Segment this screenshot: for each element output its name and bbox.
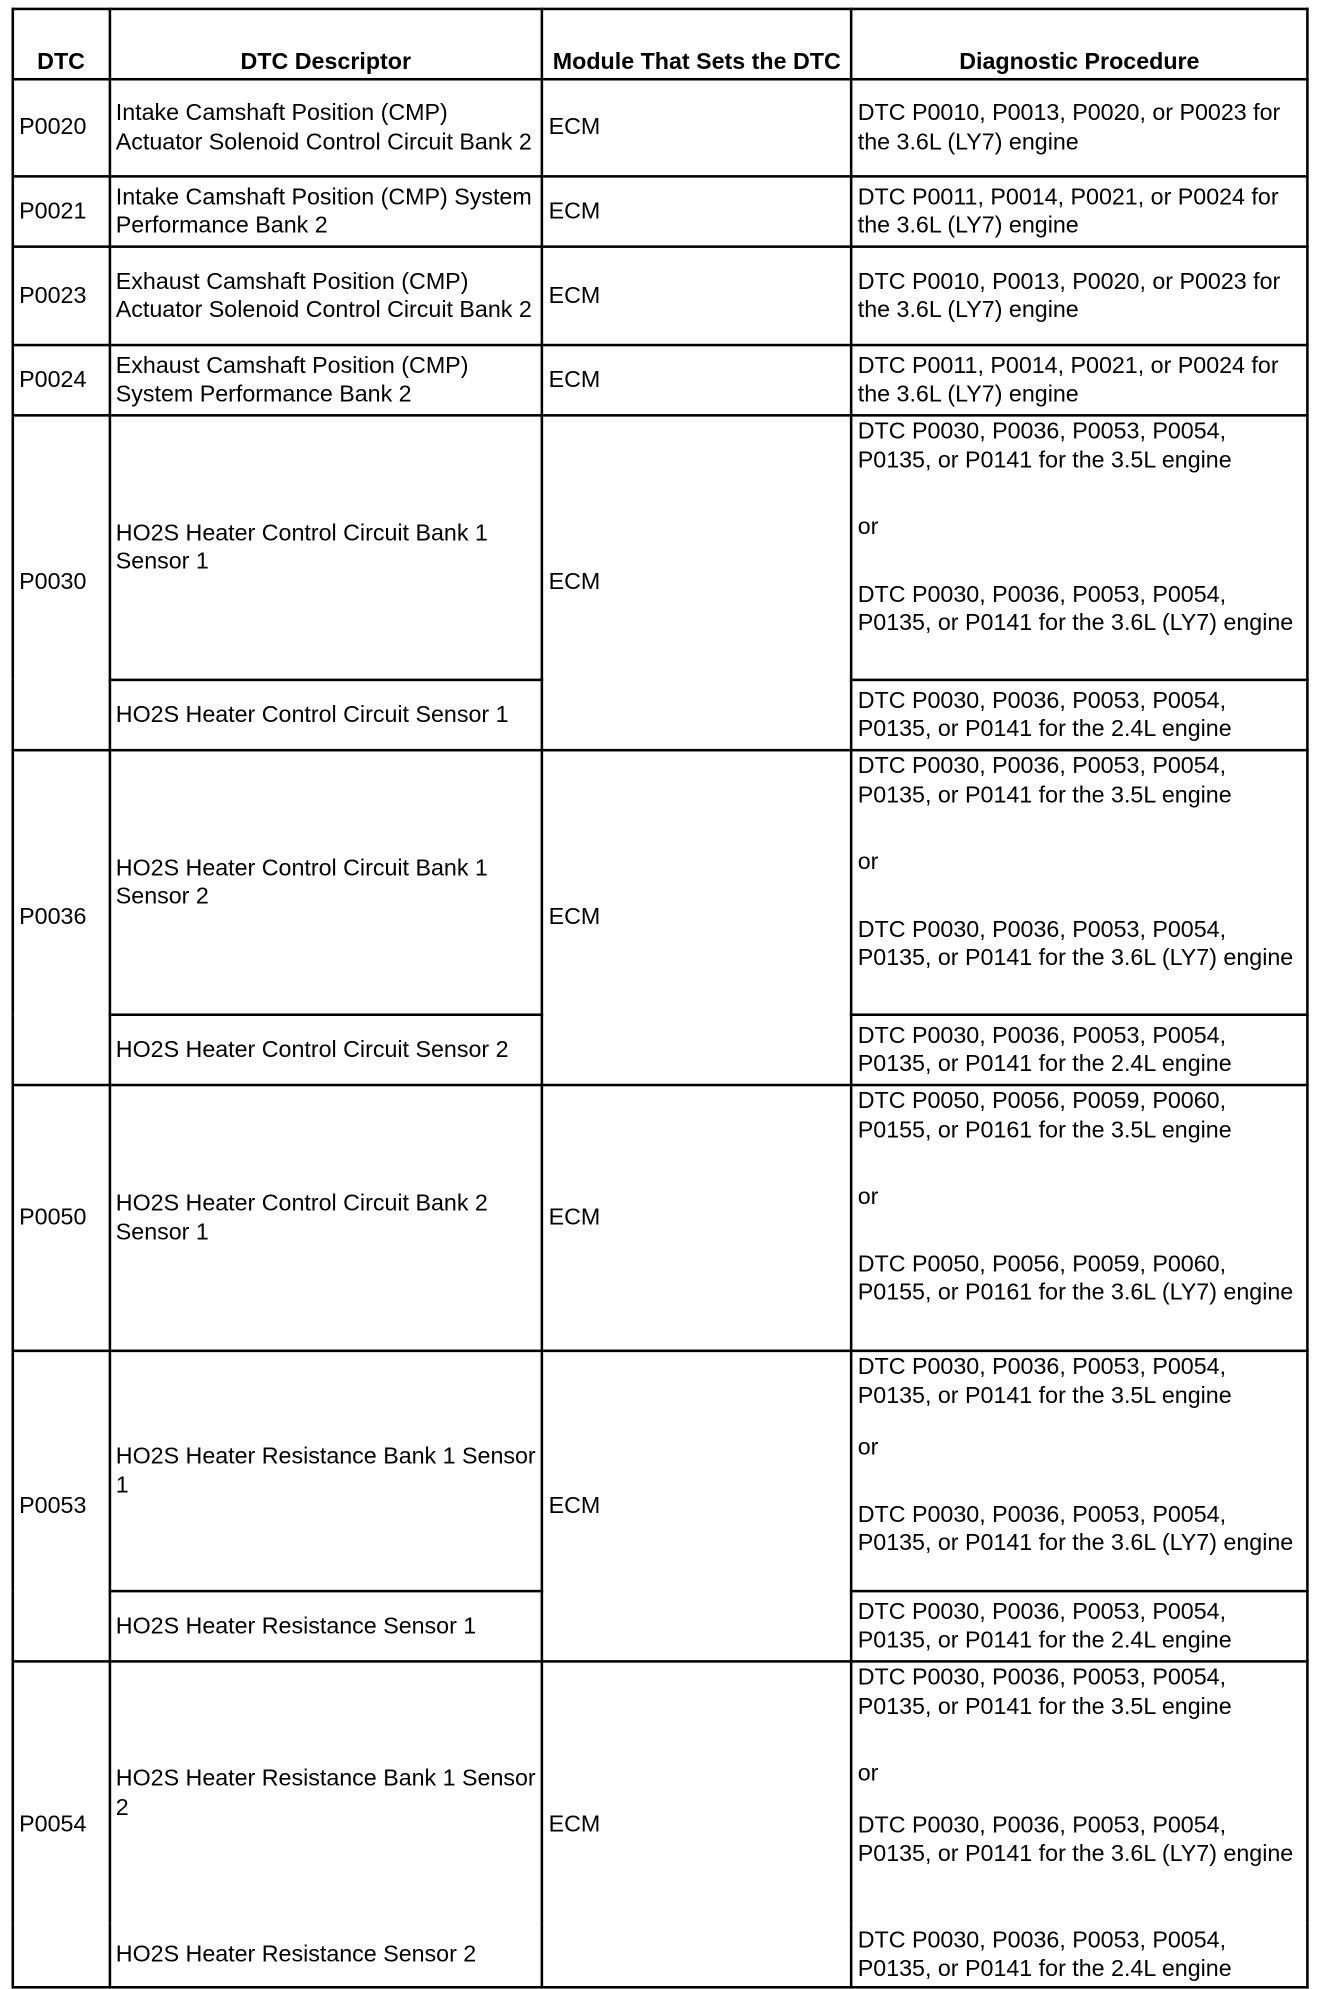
dtc-code: P0053 <box>13 1351 110 1662</box>
procedure-line: DTC P0030, P0036, P0053, P0054, P0135, or P0141 for the 3.5L engine <box>857 752 1232 808</box>
procedure-line: DTC P0030, P0036, P0053, P0054, P0135, or P0141 for the 3.6L (LY7) engine <box>857 1501 1294 1556</box>
dtc-descriptor: HO2S Heater Resistance Bank 1 Sensor 2 <box>109 1661 542 1923</box>
table-row <box>13 1661 1308 1923</box>
procedure-or: or <box>857 1183 879 1209</box>
diagnostic-procedure: DTC P0010, P0013, P0020, or P0023 for the 3.6L (LY7) engine <box>851 79 1307 176</box>
procedure-or: or <box>857 848 879 875</box>
table-row <box>13 1085 1308 1351</box>
procedure-line: DTC P0030, P0036, P0053, P0054, P0135, or P0141 for the 3.6L (LY7) engine <box>857 915 1294 971</box>
diagnostic-procedure: DTC P0030, P0036, P0053, P0054, P0135, or P0141 for the 2.4L engine <box>851 1015 1307 1085</box>
table-row <box>13 415 1308 680</box>
dtc-descriptor: HO2S Heater Resistance Sensor 2 <box>109 1923 542 1987</box>
diagnostic-procedure <box>851 1085 1307 1351</box>
procedure-line: DTC P0050, P0056, P0059, P0060, P0155, or P0161 for the 3.5L engine <box>857 1087 1232 1142</box>
dtc-descriptor: HO2S Heater Resistance Sensor 1 <box>109 1591 542 1661</box>
dtc-descriptor: Intake Camshaft Position (CMP) System Performance Bank 2 <box>109 176 542 246</box>
module-name: ECM <box>542 415 851 750</box>
diagnostic-procedure: DTC P0010, P0013, P0020, or P0023 for the 3.6L (LY7) engine <box>851 247 1307 345</box>
module-name: ECM <box>542 345 851 415</box>
diagnostic-procedure <box>851 1351 1307 1591</box>
header-module: Module That Sets the DTC <box>542 9 851 79</box>
dtc-descriptor: HO2S Heater Control Circuit Bank 2 Sensor 1 <box>109 1085 542 1351</box>
dtc-code: P0021 <box>13 176 110 246</box>
procedure-line: DTC P0030, P0036, P0053, P0054, P0135, or P0141 for the 3.5L engine <box>857 417 1232 473</box>
module-name: ECM <box>542 79 851 176</box>
dtc-code: P0020 <box>13 79 110 176</box>
diagnostic-procedure <box>851 1661 1307 1923</box>
procedure-line: DTC P0050, P0056, P0059, P0060, P0155, or P0161 for the 3.6L (LY7) engine <box>857 1250 1294 1305</box>
header-row <box>13 9 1308 79</box>
diagnostic-procedure: DTC P0030, P0036, P0053, P0054, P0135, or P0141 for the 2.4L engine <box>851 680 1307 750</box>
table-row <box>13 345 1308 415</box>
dtc-descriptor: Exhaust Camshaft Position (CMP) System Performance Bank 2 <box>109 345 542 415</box>
dtc-descriptor: Intake Camshaft Position (CMP) Actuator Solenoid Control Circuit Bank 2 <box>109 79 542 176</box>
diagnostic-procedure <box>851 415 1307 680</box>
procedure-or: or <box>857 1759 879 1786</box>
module-name: ECM <box>542 1085 851 1351</box>
dtc-code: P0024 <box>13 345 110 415</box>
dtc-code: P0023 <box>13 247 110 345</box>
procedure-line: DTC P0030, P0036, P0053, P0054, P0135, or P0141 for the 3.6L (LY7) engine <box>857 1811 1294 1866</box>
diagnostic-procedure: DTC P0030, P0036, P0053, P0054, P0135, or P0141 for the 2.4L engine <box>851 1591 1307 1661</box>
dtc-code: P0050 <box>13 1085 110 1351</box>
table-row <box>13 1351 1308 1591</box>
diagnostic-procedure <box>851 750 1307 1015</box>
module-name: ECM <box>542 1351 851 1662</box>
header-procedure: Diagnostic Procedure <box>851 9 1307 79</box>
dtc-descriptor: HO2S Heater Resistance Bank 1 Sensor 1 <box>109 1351 542 1591</box>
procedure-or: or <box>857 513 879 540</box>
table-row <box>13 247 1308 345</box>
module-name: ECM <box>542 1661 851 1987</box>
dtc-descriptor: HO2S Heater Control Circuit Sensor 1 <box>109 680 542 750</box>
header-descriptor: DTC Descriptor <box>109 9 542 79</box>
dtc-code: P0030 <box>13 415 110 750</box>
module-name: ECM <box>542 247 851 345</box>
procedure-line: DTC P0030, P0036, P0053, P0054, P0135, or P0141 for the 3.5L engine <box>857 1663 1232 1719</box>
diagnostic-procedure: DTC P0011, P0014, P0021, or P0024 for the 3.6L (LY7) engine <box>851 176 1307 246</box>
dtc-descriptor: HO2S Heater Control Circuit Sensor 2 <box>109 1015 542 1085</box>
dtc-descriptor: HO2S Heater Control Circuit Bank 1 Sensor 1 <box>109 415 542 680</box>
procedure-line: DTC P0030, P0036, P0053, P0054, P0135, or P0141 for the 3.6L (LY7) engine <box>857 580 1294 636</box>
header-dtc: DTC <box>13 9 110 79</box>
procedure-line: DTC P0030, P0036, P0053, P0054, P0135, or P0141 for the 3.5L engine <box>857 1353 1232 1408</box>
procedure-or: or <box>857 1433 879 1460</box>
diagnostic-procedure: DTC P0011, P0014, P0021, or P0024 for the 3.6L (LY7) engine <box>851 345 1307 415</box>
dtc-descriptor: HO2S Heater Control Circuit Bank 1 Sensor 2 <box>109 750 542 1015</box>
dtc-code: P0036 <box>13 750 110 1085</box>
module-name: ECM <box>542 750 851 1085</box>
dtc-code: P0054 <box>13 1661 110 1987</box>
dtc-descriptor: Exhaust Camshaft Position (CMP) Actuator Solenoid Control Circuit Bank 2 <box>109 247 542 345</box>
table-row <box>13 176 1308 246</box>
dtc-table <box>12 8 1309 1989</box>
diagnostic-procedure: DTC P0030, P0036, P0053, P0054, P0135, or P0141 for the 2.4L engine <box>851 1923 1307 1987</box>
table-row <box>13 79 1308 176</box>
module-name: ECM <box>542 176 851 246</box>
table-row <box>13 750 1308 1015</box>
